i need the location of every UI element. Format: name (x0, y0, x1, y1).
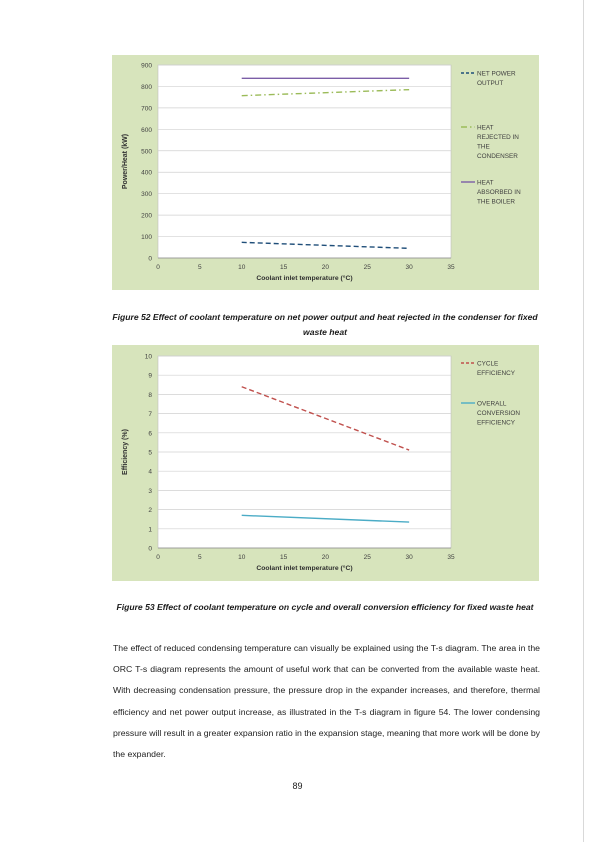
y-tick-label: 10 (144, 353, 152, 361)
y-tick-label: 7 (148, 411, 152, 419)
y-tick-label: 100 (141, 234, 152, 242)
x-tick-label: 10 (238, 264, 246, 271)
y-tick-label: 1 (148, 526, 152, 534)
legend-label-3: HEAT ABSORBED IN THE BOILER (477, 179, 521, 206)
x-axis-title: Coolant inlet temperature (°C) (256, 275, 353, 282)
figure-53-chart (112, 345, 539, 581)
x-tick-label: 25 (363, 264, 371, 271)
y-tick-label: 0 (148, 545, 152, 553)
y-tick-label: 2 (148, 507, 152, 515)
y-tick-label: 600 (141, 126, 152, 134)
y-tick-label: 500 (141, 148, 152, 156)
page-number: 89 (292, 781, 303, 791)
y-tick-label: 900 (141, 62, 152, 70)
y-tick-label: 5 (148, 449, 152, 457)
x-tick-label: 35 (447, 264, 455, 271)
y-tick-label: 6 (148, 430, 152, 438)
figure-52-chart (112, 55, 539, 290)
x-tick-label: 0 (156, 554, 160, 561)
y-tick-label: 8 (148, 391, 152, 399)
plot-area (158, 65, 451, 258)
x-axis-title: Coolant inlet temperature (°C) (256, 565, 353, 572)
y-tick-label: 3 (148, 487, 152, 495)
x-tick-label: 15 (279, 264, 288, 271)
y-tick-label: 300 (141, 191, 152, 199)
x-tick-label: 20 (321, 554, 330, 561)
x-tick-label: 5 (198, 264, 202, 271)
x-tick-label: 0 (156, 264, 160, 271)
x-tick-label: 35 (447, 554, 455, 561)
x-tick-label: 5 (198, 554, 202, 561)
page-edge-line (583, 0, 584, 842)
legend-label-1: NET POWER OUTPUT (477, 70, 516, 87)
figure-53-plot (112, 345, 539, 581)
x-tick-label: 20 (321, 264, 330, 271)
body-paragraph: The effect of reduced condensing temperature can visually be explained using the T-s diagram. The area in the ORC T-s diagram represents the amount of useful work that can be converted from the available waste heat. With decreasing condensation pressure, the pressure drop in the expander increases, and therefore, thermal efficiency and net power output increase, as illustrated in the T-s diagram in figure 54. The lower condensing pressure will result in a greater expansion ratio in the expansion stage, meaning that more work will be done by the expander. (113, 643, 540, 760)
legend-label-2: OVERALL CONVERSION EFFICIENCY (477, 400, 520, 427)
figure-52-plot (112, 55, 539, 290)
legend-label-1: CYCLE EFFICIENCY (477, 360, 515, 377)
legend-label-2: HEAT REJECTED IN THE CONDENSER (477, 124, 519, 160)
x-tick-label: 10 (238, 554, 246, 561)
y-tick-label: 9 (148, 372, 152, 380)
y-tick-label: 800 (141, 83, 152, 91)
y-tick-label: 0 (148, 255, 152, 263)
figure-52-caption: Figure 52 Effect of coolant temperature on net power output and heat rejected in the condenser for fixed waste heat (112, 312, 538, 337)
y-axis-title: Power/Heat (kW) (122, 133, 129, 190)
x-tick-label: 15 (279, 554, 288, 561)
y-tick-label: 200 (141, 212, 152, 220)
y-tick-label: 4 (148, 468, 152, 476)
x-tick-label: 30 (405, 554, 413, 561)
x-tick-label: 30 (405, 264, 413, 271)
y-tick-label: 400 (141, 169, 152, 177)
x-tick-label: 25 (363, 554, 371, 561)
y-tick-label: 700 (141, 105, 152, 113)
figure-53-caption: Figure 53 Effect of coolant temperature on cycle and overall conversion efficiency for fixed waste heat (116, 602, 534, 612)
y-axis-title: Efficiency (%) (122, 429, 129, 475)
